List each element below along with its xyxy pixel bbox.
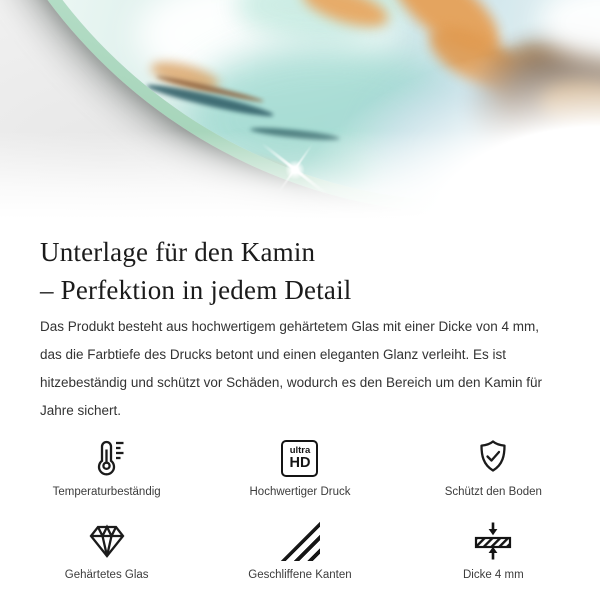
feature-tempered-glass (10, 520, 203, 581)
feature-label: Geschliffene Kanten (248, 569, 352, 581)
feature-label: Temperaturbeständig (52, 486, 161, 498)
page-title (40, 233, 560, 309)
feature-polished-edges (203, 520, 396, 581)
diamond-icon (85, 520, 129, 562)
product-description: Das Produkt besteht aus hochwertigem gehärtetem Glas mit einer Dicke von 4 mm, das die Farbtiefe des Drucks betont und einen eleganten Glanz verleiht. Es ist hitzebeständig und schützt vor Schäden, wodurch es den Bereich um den Kamin für Jahre sichert. (40, 319, 543, 418)
thickness-icon (471, 520, 515, 562)
polished-edges-icon (280, 520, 320, 562)
feature-temperature (10, 437, 203, 498)
thermometer-icon (85, 437, 129, 479)
shield-check-icon (471, 437, 515, 479)
product-hero-image (0, 0, 600, 226)
feature-floor-protection (397, 437, 590, 498)
feature-label: Schützt den Boden (444, 486, 542, 498)
sparkle-icon (253, 128, 337, 212)
feature-grid (10, 437, 590, 581)
title-line-1: Unterlage für den Kamin (40, 237, 316, 267)
feature-label: Hochwertiger Druck (249, 486, 351, 498)
feature-thickness (397, 520, 590, 581)
feature-print (203, 437, 396, 498)
ultra-hd-icon: ultra HD (281, 437, 318, 479)
title-line-2: – Perfektion in jedem Detail (40, 275, 352, 305)
feature-label: Gehärtetes Glas (64, 569, 149, 581)
feature-label: Dicke 4 mm (462, 569, 524, 581)
